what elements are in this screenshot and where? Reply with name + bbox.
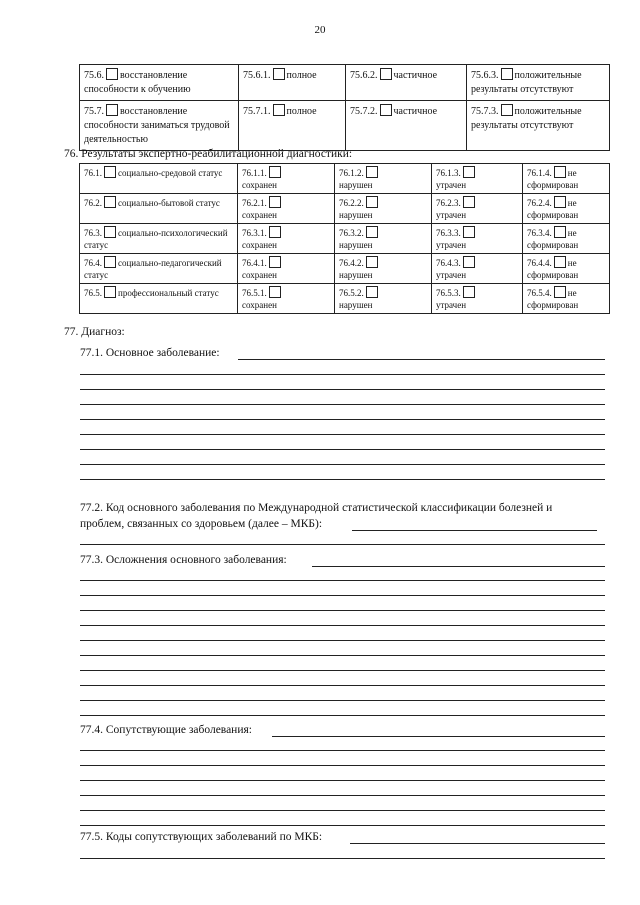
complications-field[interactable] <box>312 566 605 567</box>
answer-line[interactable] <box>80 580 605 581</box>
checkbox[interactable] <box>273 68 285 80</box>
checkbox[interactable] <box>554 166 566 178</box>
answer-line[interactable] <box>80 750 605 751</box>
s77-2-label-b: проблем, связанных со здоровьем (далее – МКБ): <box>80 518 323 530</box>
s77-1-label: 77.1. Основное заболевание: <box>80 347 220 359</box>
answer-line[interactable] <box>80 640 605 641</box>
checkbox[interactable] <box>554 286 566 298</box>
answer-line[interactable] <box>80 625 605 626</box>
checkbox[interactable] <box>106 104 118 116</box>
checkbox[interactable] <box>463 196 475 208</box>
answer-line[interactable] <box>80 464 605 465</box>
s77-5-label: 77.5. Коды сопутствующих заболеваний по МКБ: <box>80 831 323 843</box>
answer-line[interactable] <box>80 449 605 450</box>
concomitant-codes-field[interactable] <box>350 843 605 844</box>
checkbox[interactable] <box>463 256 475 268</box>
checkbox[interactable] <box>366 226 378 238</box>
answer-line[interactable] <box>80 780 605 781</box>
checkbox[interactable] <box>106 68 118 80</box>
checkbox[interactable] <box>269 286 281 298</box>
table-row: 76.1. социально-средовой статус 76.1.1. сохранен 76.1.2. нарушен 76.1.3. утрачен 76.1.4. не сформирован <box>80 164 610 194</box>
checkbox[interactable] <box>554 256 566 268</box>
checkbox[interactable] <box>554 226 566 238</box>
checkbox[interactable] <box>269 256 281 268</box>
checkbox[interactable] <box>273 104 285 116</box>
table-row: 76.5. профессиональный статус 76.5.1. сохранен 76.5.2. нарушен 76.5.3. утрачен 76.5.4. не сформирован <box>80 284 610 314</box>
answer-line[interactable] <box>80 715 605 716</box>
s77-2-label-a: 77.2. Код основного заболевания по Международной статистической классификации болезней и <box>80 502 553 514</box>
checkbox[interactable] <box>104 166 116 178</box>
table-row: 75.6. восстановление способности к обучению 75.6.1. полное 75.6.2. частичное 75.6.3. положительные результаты отсутствуют <box>80 65 610 101</box>
table-row: 75.7. восстановление способности заниматься трудовой деятельностью 75.7.1. полное 75.7.2. частичное 75.7.3. положительные результаты отсутствуют <box>80 101 610 151</box>
checkbox[interactable] <box>366 256 378 268</box>
checkbox[interactable] <box>463 286 475 298</box>
table-row: 76.4. социально-педагогический статус 76.4.1. сохранен 76.4.2. нарушен 76.4.3. утрачен 76.4.4. не сформирован <box>80 254 610 284</box>
checkbox[interactable] <box>554 196 566 208</box>
answer-line[interactable] <box>80 765 605 766</box>
answer-line[interactable] <box>80 404 605 405</box>
checkbox[interactable] <box>104 256 116 268</box>
mkb-code-field[interactable] <box>352 530 597 531</box>
answer-line[interactable] <box>80 374 605 375</box>
concomitant-diseases-field[interactable] <box>272 736 605 737</box>
answer-line[interactable] <box>80 685 605 686</box>
section-77-title: 77. Диагноз: <box>64 326 125 338</box>
page-number: 20 <box>314 24 326 36</box>
checkbox[interactable] <box>463 166 475 178</box>
answer-line[interactable] <box>80 479 605 480</box>
checkbox[interactable] <box>366 196 378 208</box>
answer-line[interactable] <box>80 670 605 671</box>
answer-line[interactable] <box>80 595 605 596</box>
checkbox[interactable] <box>463 226 475 238</box>
answer-line[interactable] <box>80 655 605 656</box>
checkbox[interactable] <box>104 226 116 238</box>
answer-line[interactable] <box>80 810 605 811</box>
table-76 <box>79 163 610 314</box>
answer-line[interactable] <box>80 825 605 826</box>
main-disease-field[interactable] <box>238 359 605 360</box>
checkbox[interactable] <box>501 104 513 116</box>
answer-line[interactable] <box>80 389 605 390</box>
answer-line[interactable] <box>80 700 605 701</box>
answer-line[interactable] <box>80 419 605 420</box>
s77-4-label: 77.4. Сопутствующие заболевания: <box>80 724 252 736</box>
table-row: 76.3. социально-психологический статус 76.3.1. сохранен 76.3.2. нарушен 76.3.3. утрачен 76.3.4. не сформирован <box>80 224 610 254</box>
answer-line[interactable] <box>80 795 605 796</box>
checkbox[interactable] <box>269 226 281 238</box>
checkbox[interactable] <box>104 196 116 208</box>
answer-line[interactable] <box>80 544 605 545</box>
answer-line[interactable] <box>80 858 605 859</box>
table-75 <box>79 64 610 151</box>
checkbox[interactable] <box>380 68 392 80</box>
answer-line[interactable] <box>80 434 605 435</box>
checkbox[interactable] <box>269 196 281 208</box>
table-row: 76.2. социально-бытовой статус 76.2.1. сохранен 76.2.2. нарушен 76.2.3. утрачен 76.2.4. не сформирован <box>80 194 610 224</box>
answer-line[interactable] <box>80 610 605 611</box>
checkbox[interactable] <box>104 286 116 298</box>
section-76-title: 76. Результаты экспертно-реабилитационной диагностики: <box>64 148 353 160</box>
checkbox[interactable] <box>366 286 378 298</box>
checkbox[interactable] <box>501 68 513 80</box>
checkbox[interactable] <box>366 166 378 178</box>
checkbox[interactable] <box>269 166 281 178</box>
checkbox[interactable] <box>380 104 392 116</box>
s77-3-label: 77.3. Осложнения основного заболевания: <box>80 554 287 566</box>
